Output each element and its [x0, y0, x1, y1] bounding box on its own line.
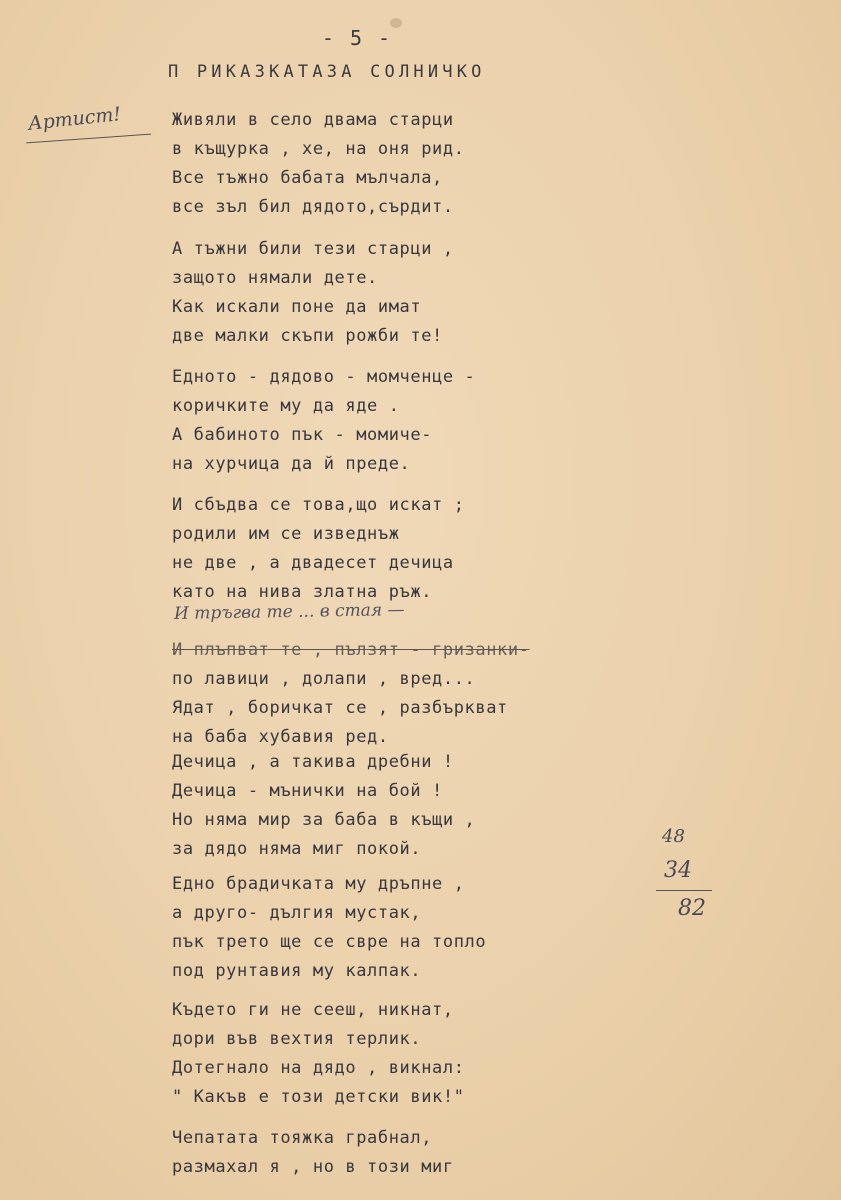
poem-title: П РИКАЗКАТАЗА СОЛНИЧКО [168, 62, 486, 82]
verse-line: Дотегнало на дядо , викнал: [172, 1058, 465, 1078]
verse-line: под рунтавия му калпак. [172, 961, 422, 981]
verse-line: Едно брадичката му дръпне , [172, 874, 465, 894]
verse-line: все зъл бил дядото,сърдит. [172, 197, 454, 217]
verse-line: родили им се изведнъж [172, 524, 400, 544]
verse-line: Все тъжно бабата мълчала, [172, 168, 443, 188]
verse-line: а друго- дългия мустак, [172, 903, 422, 923]
handwritten-tally-number: 48 [662, 826, 685, 847]
stanza [172, 1124, 454, 1182]
verse-line: Дечица , а такива дребни ! [172, 752, 454, 772]
verse-line: за дядо няма миг покой. [172, 839, 422, 859]
stanza [172, 235, 454, 351]
verse-line: на баба хубавия ред. [172, 727, 389, 747]
verse-line: Където ги не сееш, никнат, [172, 1000, 454, 1020]
stanza [172, 870, 486, 986]
verse-line: И сбъдва се това,що искат ; [172, 495, 465, 515]
verse-line: на хурчица да й преде. [172, 454, 411, 474]
handwritten-margin-note: Артист! [27, 103, 123, 135]
verse-line: размахал я , но в този миг [172, 1157, 454, 1177]
verse-line: А бабиното пък - момиче- [172, 425, 433, 445]
verse-line: две малки скъпи рожби те! [172, 326, 443, 346]
verse-line: Но няма мир за баба в къщи , [172, 810, 476, 830]
verse-line: Как искали поне да имат [172, 297, 422, 317]
verse-line: Ядат , боричкат се , разбъркват [172, 698, 508, 718]
stanza [172, 106, 465, 222]
verse-line: по лавици , долапи , вред... [172, 669, 476, 689]
handwritten-tally-sum: 82 [678, 896, 706, 921]
verse-line: Дечица - мънички на бой ! [172, 781, 443, 801]
stanza [172, 748, 475, 864]
verse-line: пък трето ще се свре на топло [172, 932, 487, 952]
verse-line: А тъжни били тези старци , [172, 239, 454, 259]
verse-line: като на нива златна ръж. [172, 582, 433, 602]
verse-line: " Какъв е този детски вик!" [172, 1087, 465, 1107]
verse-line: Живяли в село двама старци [172, 110, 454, 130]
verse-line: коричките му да яде . [172, 396, 400, 416]
handwritten-insertion: И тръгва те ... в стая — [173, 599, 405, 625]
handwritten-tally-number: 34 [664, 858, 692, 883]
margin-note-underline [26, 134, 151, 144]
tally-sum-line [656, 890, 712, 891]
verse-line: дори във вехтия терлик. [172, 1029, 422, 1049]
verse-line: защото нямали дете. [172, 268, 378, 288]
verse-line: не две , а двадесет дечица [172, 553, 454, 573]
struck-verse-line: И плъпват те , пълзят - гризанки- [172, 640, 530, 660]
stanza [172, 363, 475, 479]
stanza [172, 996, 465, 1112]
verse-line: Чепатата тояжка грабнал, [172, 1128, 433, 1148]
verse-line: Едното - дядово - момченце - [172, 367, 476, 387]
page-number: - 5 - [321, 26, 393, 50]
verse-line: в къщурка , хе, на оня рид. [172, 139, 465, 159]
